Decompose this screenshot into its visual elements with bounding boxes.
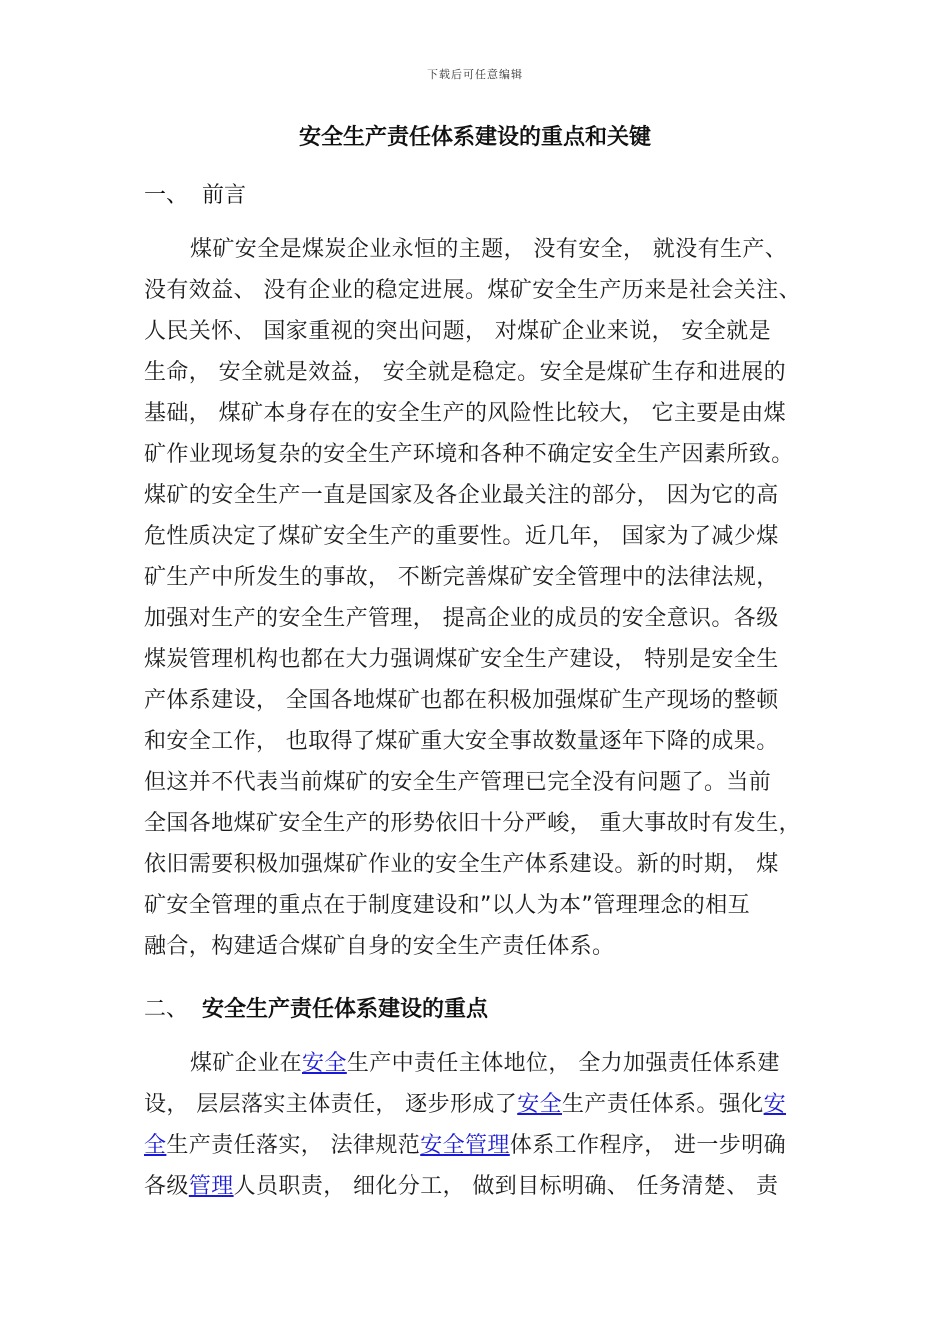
- paragraph-line: 融合，构建适合煤矿自身的安全生产责任体系。: [144, 934, 615, 959]
- section-1-heading: [144, 178, 246, 209]
- paragraph-line: 煤矿的安全生产一直是国家及各企业最关注的部分， 因为它的高: [144, 483, 779, 508]
- document-title: 安全生产责任体系建设的重点和关键: [298, 125, 651, 150]
- text-run: 各级: [144, 1174, 189, 1199]
- text-run: 生产责任落实， 法律规范: [166, 1133, 421, 1158]
- link-anquan[interactable]: 安全: [517, 1092, 562, 1117]
- section-2-heading: [144, 992, 488, 1023]
- paragraph-line: 矿安全管理的重点在于制度建设和”以人为本”管理理念的相互: [144, 893, 750, 918]
- link-guanli[interactable]: 管理: [188, 1174, 234, 1199]
- text-run: 设， 层层落实主体责任， 逐步形成了: [144, 1092, 518, 1117]
- link-anquan[interactable]: 安全: [302, 1051, 347, 1076]
- paragraph-line: [144, 1125, 820, 1166]
- paragraph-line: [144, 1043, 820, 1084]
- paragraph-line: 依旧需要积极加强煤矿作业的安全生产体系建设。新的时期， 煤: [144, 852, 779, 877]
- paragraph-line: 生命， 安全就是效益， 安全就是稳定。安全是煤矿生存和进展的: [144, 360, 786, 385]
- paragraph-line: 没有效益、 没有企业的稳定进展。煤矿安全生产历来是社会关注、: [144, 278, 801, 303]
- text-run: 体系工作程序， 进一步明确: [509, 1133, 787, 1158]
- paragraph-line: 加强对生产的安全生产管理， 提高企业的成员的安全意识。各级: [144, 606, 779, 631]
- paragraph-line: 但这并不代表当前煤矿的安全生产管理已完全没有问题了。当前: [144, 770, 772, 795]
- text-run: 煤矿企业在: [190, 1051, 303, 1076]
- paragraph-line: 全国各地煤矿安全生产的形势依旧十分严峻， 重大事故时有发生，: [144, 811, 801, 836]
- link-anquan-guanli[interactable]: 安全管理: [420, 1133, 510, 1158]
- section-2-number: 二、: [144, 997, 189, 1022]
- paragraph-line: 矿作业现场复杂的安全生产环境和各种不确定安全生产因素所致。: [144, 442, 794, 467]
- paragraph-line: [144, 1084, 820, 1125]
- text-run: 生产中责任主体地位， 全力加强责任体系建: [346, 1051, 780, 1076]
- text-run: 人员职责， 细化分工， 做到目标明确、 任务清楚、 责: [233, 1174, 779, 1199]
- paragraph-line: 矿生产中所发生的事故， 不断完善煤矿安全管理中的法律法规，: [144, 565, 779, 590]
- paragraph-line: [144, 1166, 820, 1207]
- text-run: 生产责任体系。强化: [562, 1092, 764, 1117]
- paragraph-line: 基础， 煤矿本身存在的安全生产的风险性比较大， 它主要是由煤: [144, 401, 786, 426]
- link-an[interactable]: 安: [763, 1092, 787, 1117]
- section-1-title: 前言: [202, 183, 247, 208]
- paragraph-line: 危性质决定了煤矿安全生产的重要性。近几年， 国家为了减少煤: [144, 524, 779, 549]
- section-2-title: 安全生产责任体系建设的重点: [202, 997, 489, 1022]
- paragraph-line: 煤炭管理机构也都在大力强调煤矿安全生产建设， 特别是安全生: [144, 647, 779, 672]
- section-1-number: 一、: [144, 183, 189, 208]
- paragraph-line: 产体系建设， 全国各地煤矿也都在积极加强煤矿生产现场的整顿: [144, 688, 779, 713]
- paragraph-line: 和安全工作， 也取得了煤矿重大安全事故数量逐年下降的成果。: [144, 729, 779, 754]
- section-2-paragraph: [144, 1043, 820, 1207]
- paragraph-line: 煤矿安全是煤炭企业永恒的主题， 没有安全， 就没有生产、: [190, 237, 788, 262]
- paragraph-line: 人民关怀、 国家重视的突出问题， 对煤矿企业来说， 安全就是: [144, 319, 771, 344]
- link-quan[interactable]: 全: [144, 1133, 167, 1158]
- page-header-note: 下载后可任意编辑: [427, 68, 523, 81]
- section-1-paragraph: [144, 229, 820, 967]
